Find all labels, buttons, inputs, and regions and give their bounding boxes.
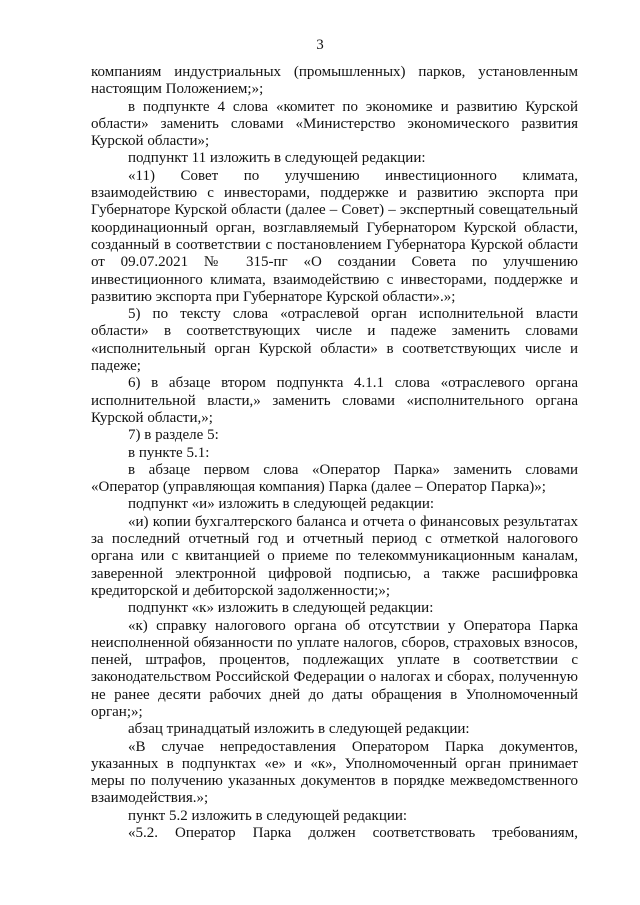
- paragraph-point-5-1: в пункте 5.1:: [128, 444, 210, 461]
- paragraph-point-5-2-text: «5.2. Оператор Парка должен соответствовать требованиям,: [128, 825, 578, 842]
- paragraph-abzac-13-text: «В случае непредоставления Оператором Парка документов, указанных в подпунктах «е» и «к», Уполномоченный орган принимает меры по получению указанных документов в порядке межведомственного взаимодействия.»;: [91, 738, 578, 807]
- paragraph-abzac-13-heading: абзац тринадцатый изложить в следующей редакции:: [128, 721, 470, 738]
- paragraph-subpoint-11-heading: подпункт 11 изложить в следующей редакции:: [128, 150, 426, 167]
- paragraph-subpoint-i-text: «и) копии бухгалтерского баланса и отчета о финансовых результатах за последний отчетный год и отчетный период с отметкой налогового органа или с квитанцией о приеме по телекоммуникационным каналам, заверенной электронной цифровой подписью, а также расшифровка кредиторской и дебиторской задолженности;»;: [91, 513, 578, 599]
- paragraph-item-5: 5) по тексту слова «отраслевой орган исполнительной власти области» в соответствующих числе и падеже заменить словами «исполнительный орган Курской области» в соответствующих числе и падеже;: [91, 306, 578, 375]
- paragraph-subpoint-11-text: «11) Совет по улучшению инвестиционного климата, взаимодействию с инвесторами, поддержке и развитию экспорта при Губернаторе Курской области (далее – Совет) – экспертный совещательный координационный орган, возглавляемый Губернатором Курской области, созданный в соответствии с постановлением Губернатора Курской области от 09.07.2021 № 315-пг «О создании Совета по улучшению инвестиционного климата, взаимодействию с инвесторами, поддержке и развитию экспорта при Губернаторе Курской области».»;: [91, 167, 578, 305]
- paragraph-point-5-2-heading: пункт 5.2 изложить в следующей редакции:: [128, 807, 408, 824]
- paragraph-subpoint-i-heading: подпункт «и» изложить в следующей редакции:: [128, 496, 435, 513]
- paragraph-continuation: компаниям индустриальных (промышленных) парков, установленным настоящим Положением;»;: [91, 64, 578, 98]
- paragraph-subpoint-k-text: «к) справку налогового органа об отсутствии у Оператора Парка неисполненной обязанности по уплате налогов, сборов, страховых взносов, пеней, штрафов, процентов, подлежащих уплате в соответствии с законодательством Российской Федерации о налогах и сборах, полученную не ранее десяти рабочих дней до даты обращения в Уполномоченный орган;»;: [91, 617, 578, 720]
- paragraph-first-abzac: в абзаце первом слова «Оператор Парка» заменить словами «Оператор (управляющая компания) Парка (далее – Оператор Парка)»;: [91, 461, 578, 496]
- paragraph-subpoint-k-heading: подпункт «к» изложить в следующей редакции:: [128, 600, 434, 617]
- paragraph-item-7: 7) в разделе 5:: [128, 427, 219, 444]
- paragraph-subpoint-4: в подпункте 4 слова «комитет по экономике и развитию Курской области» заменить словами «Министерство экономического развития Курской области»;: [91, 98, 578, 150]
- paragraph-item-6: 6) в абзаце втором подпункта 4.1.1 слова «отраслевого органа исполнительной власти,» заменить словами «исполнительного органа Курской области,»;: [91, 375, 578, 426]
- document-body: [91, 64, 578, 842]
- page-number: 3: [316, 37, 324, 53]
